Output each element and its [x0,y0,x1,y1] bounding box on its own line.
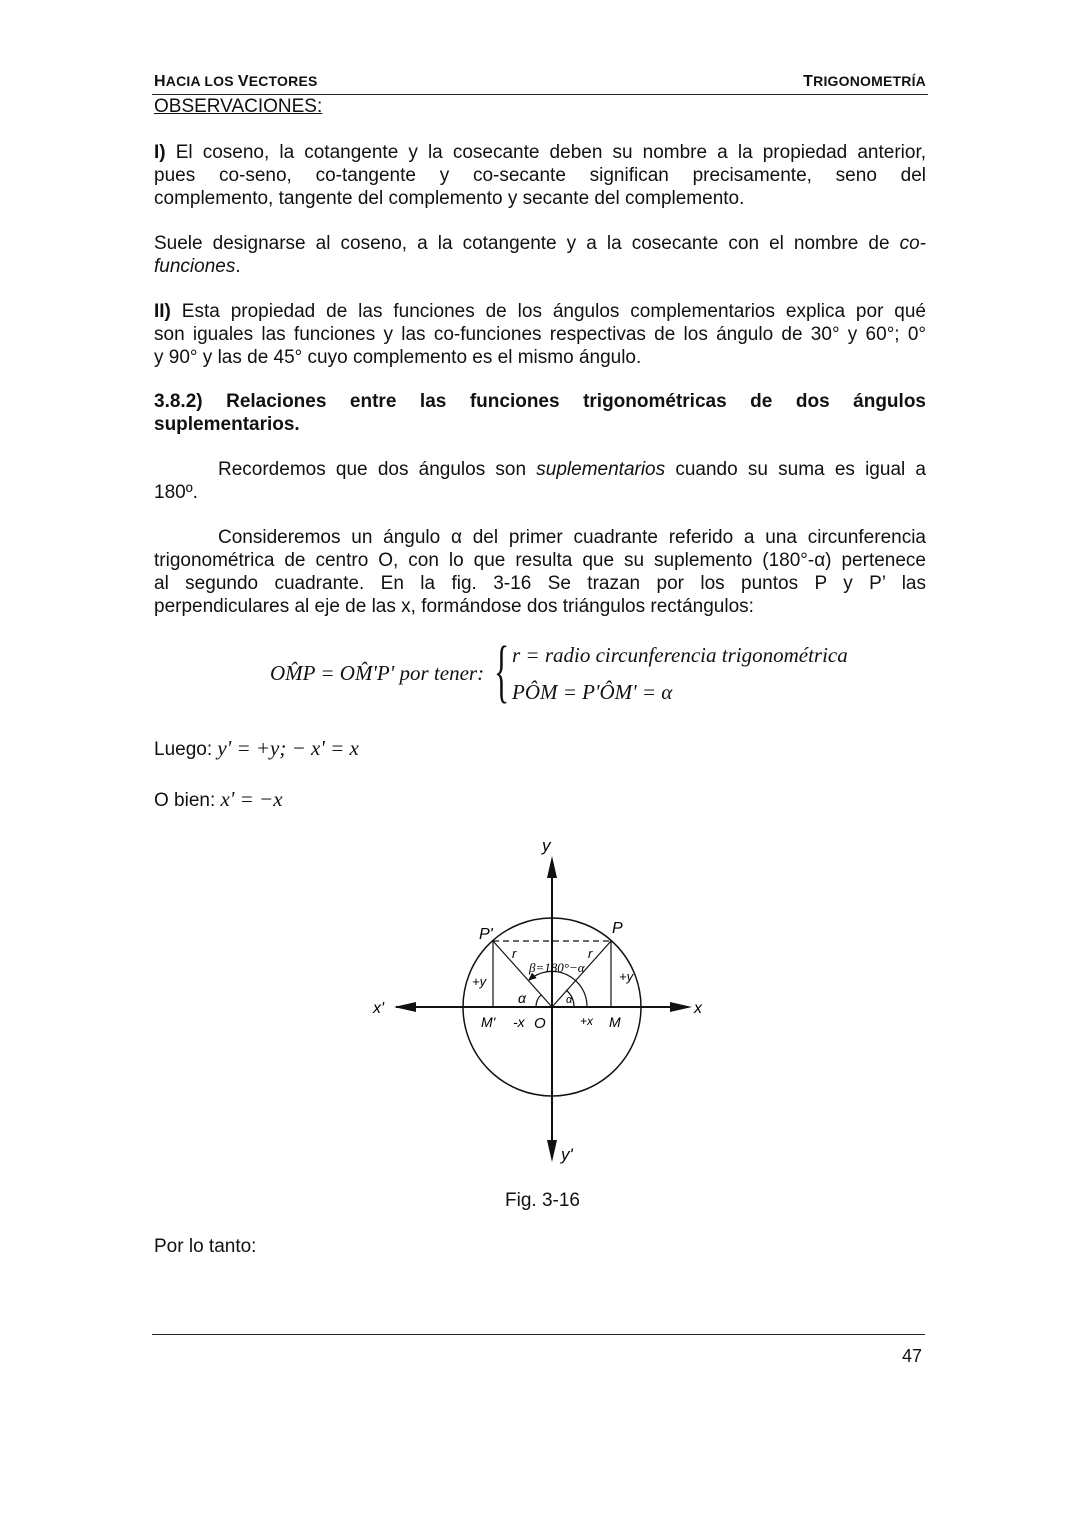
label-O: O [534,1015,546,1032]
obien-line: O bien: x' = −x [154,787,283,811]
running-header-left: HACIA LOS VECTORES [154,73,318,90]
observaciones-heading: OBSERVACIONES: [154,96,323,117]
label-P-prime: P' [479,926,493,943]
label-plus-y-right: +y [619,969,634,984]
paragraph-observation-1: I) El coseno, la cotangente y la cosecante deben su nombre a la propiedad anterior, pues co-seno, co-tangente y co-secante significan precisamente, seno del complemento, tangente del complemento y secante del complemento. [154,142,926,209]
label-alpha-right: α [566,994,573,1006]
label-P: P [612,920,623,937]
figure-unit-circle-diagram [360,830,720,1170]
paragraph-suplementarios-definition: Recordemos que dos ángulos son suplementarios cuando su suma es igual a 180º. [154,459,927,503]
label-M: M [609,1014,621,1030]
label-y-prime: y' [561,1145,573,1164]
section-heading-3-8-2: 3.8.2) Relaciones entre las funciones trigonométricas de dos ángulos suplementarios. [154,391,926,435]
label-alpha-left: α [518,990,526,1006]
label-M-prime: M' [481,1014,496,1030]
luego-line: Luego: y' = +y; − x' = x [154,736,359,760]
equation-radius-condition: r = radio circunferencia trigonométrica [512,643,848,667]
label-minus-x: -x [513,1014,525,1030]
page-number: 47 [901,1346,922,1366]
figure-caption: Fig. 3-16 [505,1190,580,1211]
label-r-right: r [588,946,593,961]
label-plus-y-left: +y [472,974,487,989]
x-prime-axis-arrow [394,1002,416,1012]
label-x-prime: x' [373,1000,385,1017]
y-prime-axis-arrow [547,1140,557,1162]
paragraph-consideremos: Consideremos un ángulo α del primer cuadrante referido a una circunferencia trigonométrica de centro O, con lo que resulta que su suplemento (180°-α) pertenece al segundo cuadrante. En la fig. 3-16 Se trazan por los puntos P y P’ las perpendiculares al eje de las x, formándose dos triángulos rectángulos: [154,527,926,617]
label-x: x [694,1000,702,1017]
por-lo-tanto-text: Por lo tanto: [154,1236,257,1257]
equation-angles-equal: OM̂P = OM̂'P' por tener: [270,661,485,685]
equation-brace: { [494,633,510,710]
header-rule [152,94,928,95]
alpha-arc-left [536,995,541,1007]
running-header-right: TRIGONOMETRÍA [803,73,926,90]
label-y: y [542,836,551,855]
label-beta: β=180°−α [529,960,585,975]
equation-angle-condition: PÔM = P'ÔM' = α [512,680,673,704]
label-plus-x: +x [580,1014,594,1028]
x-axis-arrow [670,1002,692,1012]
paragraph-cofunciones: Suele designarse al coseno, a la cotangente y a la cosecante con el nombre de co- funciones. [154,233,926,277]
y-axis-arrow [547,856,557,878]
label-r-left: r [512,946,517,961]
footer-rule [152,1334,925,1335]
paragraph-observation-2: II) Esta propiedad de las funciones de los ángulos complementarios explica por qué son iguales las funciones y las co-funciones respectivas de los ángulo de 30° y 60°; 0° y 90° y las de 45° cuyo complemento es el mismo ángulo. [154,301,926,368]
